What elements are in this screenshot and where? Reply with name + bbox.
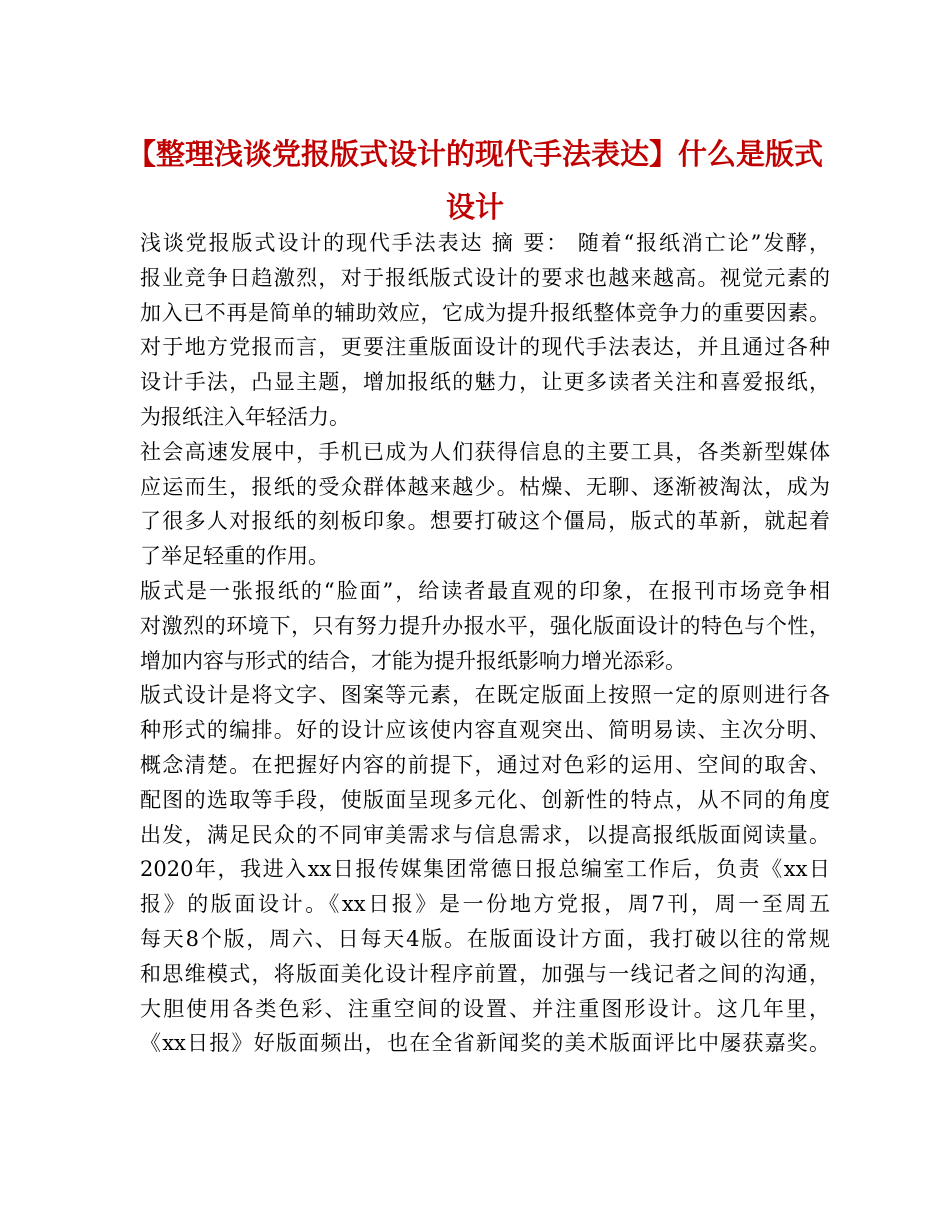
document-body [140, 226, 830, 1061]
body-line: 报业竞争日趋激烈，对于报纸版式设计的要求也越来越高。视觉元素的 [140, 265, 830, 290]
body-line: 为报纸注入年轻活力。 [140, 404, 350, 429]
body-line: 了举足轻重的作用。 [140, 544, 329, 569]
body-line: 版式设计是将文字、图案等元素，在既定版面上按照一定的原则进行各 [140, 683, 830, 708]
body-line: 每天8个版，周六、日每天4版。在版面设计方面，我打破以往的常规 [140, 926, 830, 951]
body-line: 《xx日报》好版面频出，也在全省新闻奖的美术版面评比中屡获嘉奖。 [140, 1031, 830, 1056]
body-line: 种形式的编排。好的设计应该使内容直观突出、简明易读、主次分明、 [140, 718, 830, 743]
document-title [120, 128, 830, 234]
title-line-2: 设计 [445, 190, 504, 224]
title-line-1: 【整理浅谈党报版式设计的现代手法表达】什么是版式 [126, 137, 823, 171]
body-line: 应运而生，报纸的受众群体越来越少。枯燥、无聊、逐渐被淘汰，成为 [140, 474, 830, 499]
body-line: 了很多人对报纸的刻板印象。想要打破这个僵局，版式的革新，就起着 [140, 509, 830, 534]
body-line: 大胆使用各类色彩、注重空间的设置、并注重图形设计。这几年里， [140, 996, 830, 1021]
body-line: 报》的版面设计。《xx日报》是一份地方党报，周7刊，周一至周五 [140, 892, 830, 917]
body-line: 版式是一张报纸的“脸面”，给读者最直观的印象，在报刊市场竞争相 [140, 578, 830, 603]
body-line: 社会高速发展中，手机已成为人们获得信息的主要工具，各类新型媒体 [140, 439, 830, 464]
body-line: 设计手法，凸显主题，增加报纸的魅力，让更多读者关注和喜爱报纸， [140, 370, 830, 395]
body-line: 概念清楚。在把握好内容的前提下，通过对色彩的运用、空间的取舍、 [140, 752, 830, 777]
body-line: 对激烈的环境下，只有努力提升办报水平，强化版面设计的特色与个性， [140, 613, 830, 638]
body-line: 出发，满足民众的不同审美需求与信息需求，以提高报纸版面阅读量。 [140, 822, 830, 847]
body-line: 2020年，我进入xx日报传媒集团常德日报总编室工作后，负责《xx日 [140, 857, 830, 882]
body-line: 增加内容与形式的结合，才能为提升报纸影响力增光添彩。 [140, 648, 686, 673]
body-line: 浅谈党报版式设计的现代手法表达 摘 要： 随着“报纸消亡论”发酵， [140, 231, 830, 255]
body-line: 对于地方党报而言，更要注重版面设计的现代手法表达，并且通过各种 [140, 335, 830, 360]
body-line: 配图的选取等手段，使版面呈现多元化、创新性的特点，从不同的角度 [140, 787, 830, 812]
body-line: 和思维模式，将版面美化设计程序前置，加强与一线记者之间的沟通， [140, 961, 830, 986]
body-line: 加入已不再是简单的辅助效应，它成为提升报纸整体竞争力的重要因素。 [140, 300, 830, 325]
